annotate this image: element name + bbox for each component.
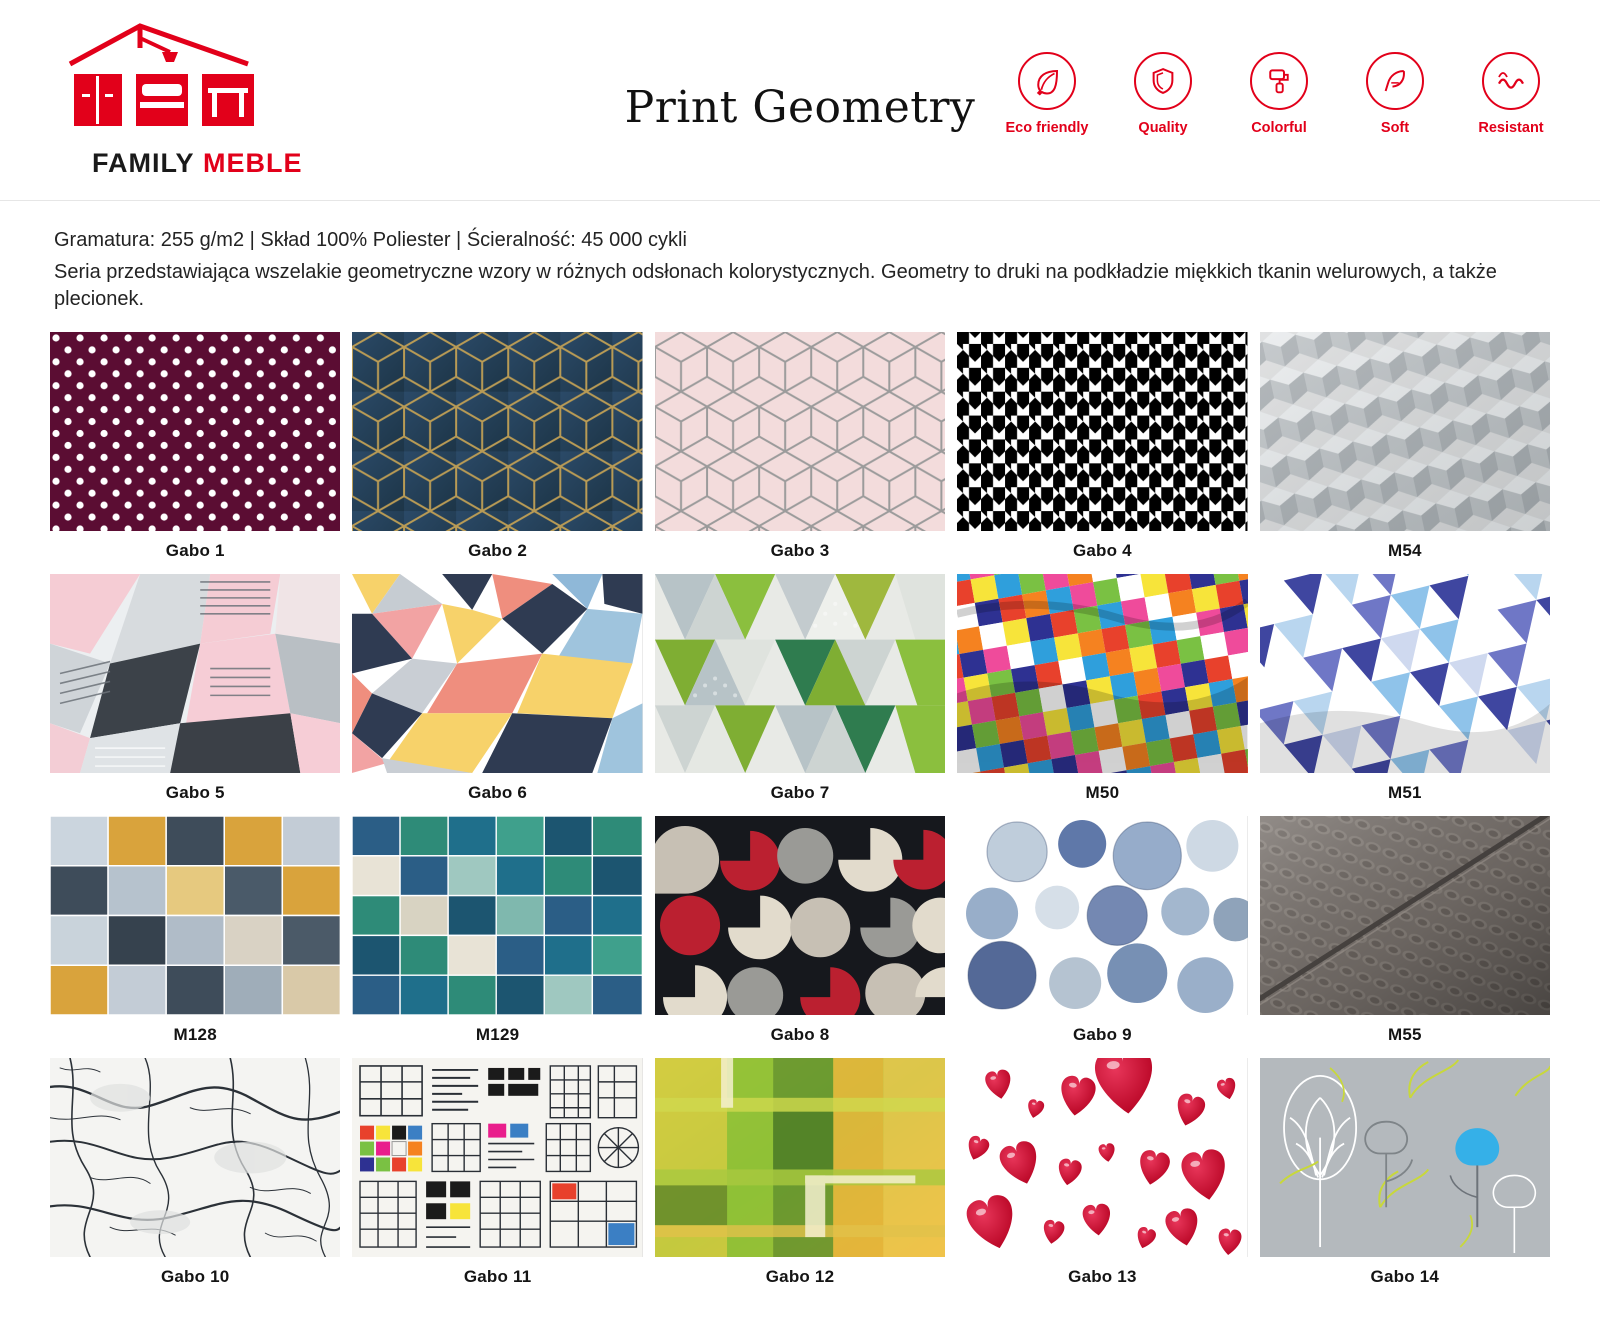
swatch-image-gabo-10[interactable] (50, 1058, 340, 1257)
swatch-image-gabo-13[interactable] (957, 1058, 1247, 1257)
feature-label: Resistant (1478, 120, 1544, 136)
swatch-caption: M55 (1387, 1024, 1422, 1044)
swatch-cell[interactable] (655, 332, 945, 570)
feature-resistant (1466, 52, 1556, 136)
brand-wordmark (92, 148, 303, 179)
swatch-image-gabo-11[interactable] (352, 1058, 642, 1257)
swatch-image-m50[interactable] (957, 574, 1247, 773)
feature-label: Soft (1380, 120, 1410, 136)
swatch-caption: Gabo 13 (1068, 1266, 1137, 1286)
swatch-caption: Gabo 3 (770, 540, 830, 560)
swatch-cell[interactable] (50, 332, 340, 570)
feature-label: Quality (1138, 120, 1188, 136)
swatch-image-gabo-3[interactable] (655, 332, 945, 531)
swatch-grid (0, 332, 1600, 1296)
feature-badges (1002, 52, 1556, 136)
swatch-caption: Gabo 14 (1370, 1266, 1440, 1286)
swatch-cell[interactable] (352, 816, 642, 1054)
swatch-image-gabo-2[interactable] (352, 332, 642, 531)
swatch-cell[interactable] (655, 574, 945, 812)
swatch-caption: Gabo 4 (1072, 540, 1132, 560)
swatch-image-m128[interactable] (50, 816, 340, 1015)
swatch-image-gabo-8[interactable] (655, 816, 945, 1015)
swatch-cell[interactable] (655, 816, 945, 1054)
swatch-caption: M129 (475, 1024, 520, 1044)
swatch-image-gabo-9[interactable] (957, 816, 1247, 1015)
swatch-cell[interactable] (50, 1058, 340, 1296)
swatch-caption: M128 (173, 1024, 217, 1044)
swatch-cell[interactable] (957, 332, 1247, 570)
page-header (0, 0, 1600, 201)
swatch-caption: Gabo 9 (1072, 1024, 1132, 1044)
swatch-image-gabo-12[interactable] (655, 1058, 945, 1257)
feature-quality (1118, 52, 1208, 136)
swatch-cell[interactable] (1260, 574, 1550, 812)
swatch-image-gabo-7[interactable] (655, 574, 945, 773)
swatch-cell[interactable] (1260, 1058, 1550, 1296)
swatch-caption: Gabo 6 (468, 782, 527, 802)
swatch-image-m54[interactable] (1260, 332, 1550, 531)
specs-line: Gramatura: 255 g/m2 | Skład 100% Poliester | Ścieralność: 45 000 cykli (54, 229, 687, 251)
feature-eco-friendly (1002, 52, 1092, 136)
swatch-image-gabo-14[interactable] (1260, 1058, 1550, 1257)
swatch-caption: M50 (1085, 782, 1120, 802)
page-title: Print Geometry (624, 82, 976, 133)
swatch-caption: Gabo 12 (765, 1266, 835, 1286)
swatch-caption: M51 (1387, 782, 1422, 802)
swatch-caption: Gabo 5 (165, 782, 225, 802)
feather-icon (1366, 52, 1424, 110)
swatch-cell[interactable] (957, 1058, 1247, 1296)
swatch-cell[interactable] (50, 816, 340, 1054)
swatch-caption: Gabo 8 (770, 1024, 830, 1044)
swatch-cell[interactable] (352, 1058, 642, 1296)
swatch-cell[interactable] (352, 332, 642, 570)
swatch-image-gabo-1[interactable] (50, 332, 340, 531)
swatch-image-gabo-6[interactable] (352, 574, 642, 773)
swatch-cell[interactable] (1260, 816, 1550, 1054)
shield-icon (1134, 52, 1192, 110)
feature-soft (1350, 52, 1440, 136)
swatch-caption: Gabo 1 (165, 540, 225, 560)
waves-icon (1482, 52, 1540, 110)
swatch-image-gabo-5[interactable] (50, 574, 340, 773)
swatch-cell[interactable] (50, 574, 340, 812)
swatch-caption: Gabo 7 (770, 782, 830, 802)
swatch-image-m129[interactable] (352, 816, 642, 1015)
swatch-image-m55[interactable] (1260, 816, 1550, 1015)
description-text: Seria przedstawiająca wszelakie geometryczne wzory w różnych odsłonach kolorystycznych. Geometry to druki na podkładzie miękkich tkanin welurowych, a także plecionek. (54, 260, 1497, 311)
brand-name-second: MEBLE (203, 148, 303, 178)
swatch-image-gabo-4[interactable] (957, 332, 1247, 531)
swatch-cell[interactable] (1260, 332, 1550, 570)
feature-label: Eco friendly (1005, 120, 1089, 136)
feature-colorful (1234, 52, 1324, 136)
brand-name-first: FAMILY (92, 148, 195, 178)
leaf-icon (1018, 52, 1076, 110)
product-info (0, 201, 1600, 314)
swatch-image-m51[interactable] (1260, 574, 1550, 773)
swatch-cell[interactable] (957, 574, 1247, 812)
swatch-cell[interactable] (352, 574, 642, 812)
swatch-cell[interactable] (655, 1058, 945, 1296)
swatch-caption: Gabo 10 (160, 1266, 230, 1286)
paint-roller-icon (1250, 52, 1308, 110)
swatch-caption: Gabo 11 (463, 1266, 532, 1286)
feature-label: Colorful (1251, 120, 1307, 136)
swatch-caption: Gabo 2 (468, 540, 527, 560)
swatch-cell[interactable] (957, 816, 1247, 1054)
swatch-caption: M54 (1387, 540, 1422, 560)
